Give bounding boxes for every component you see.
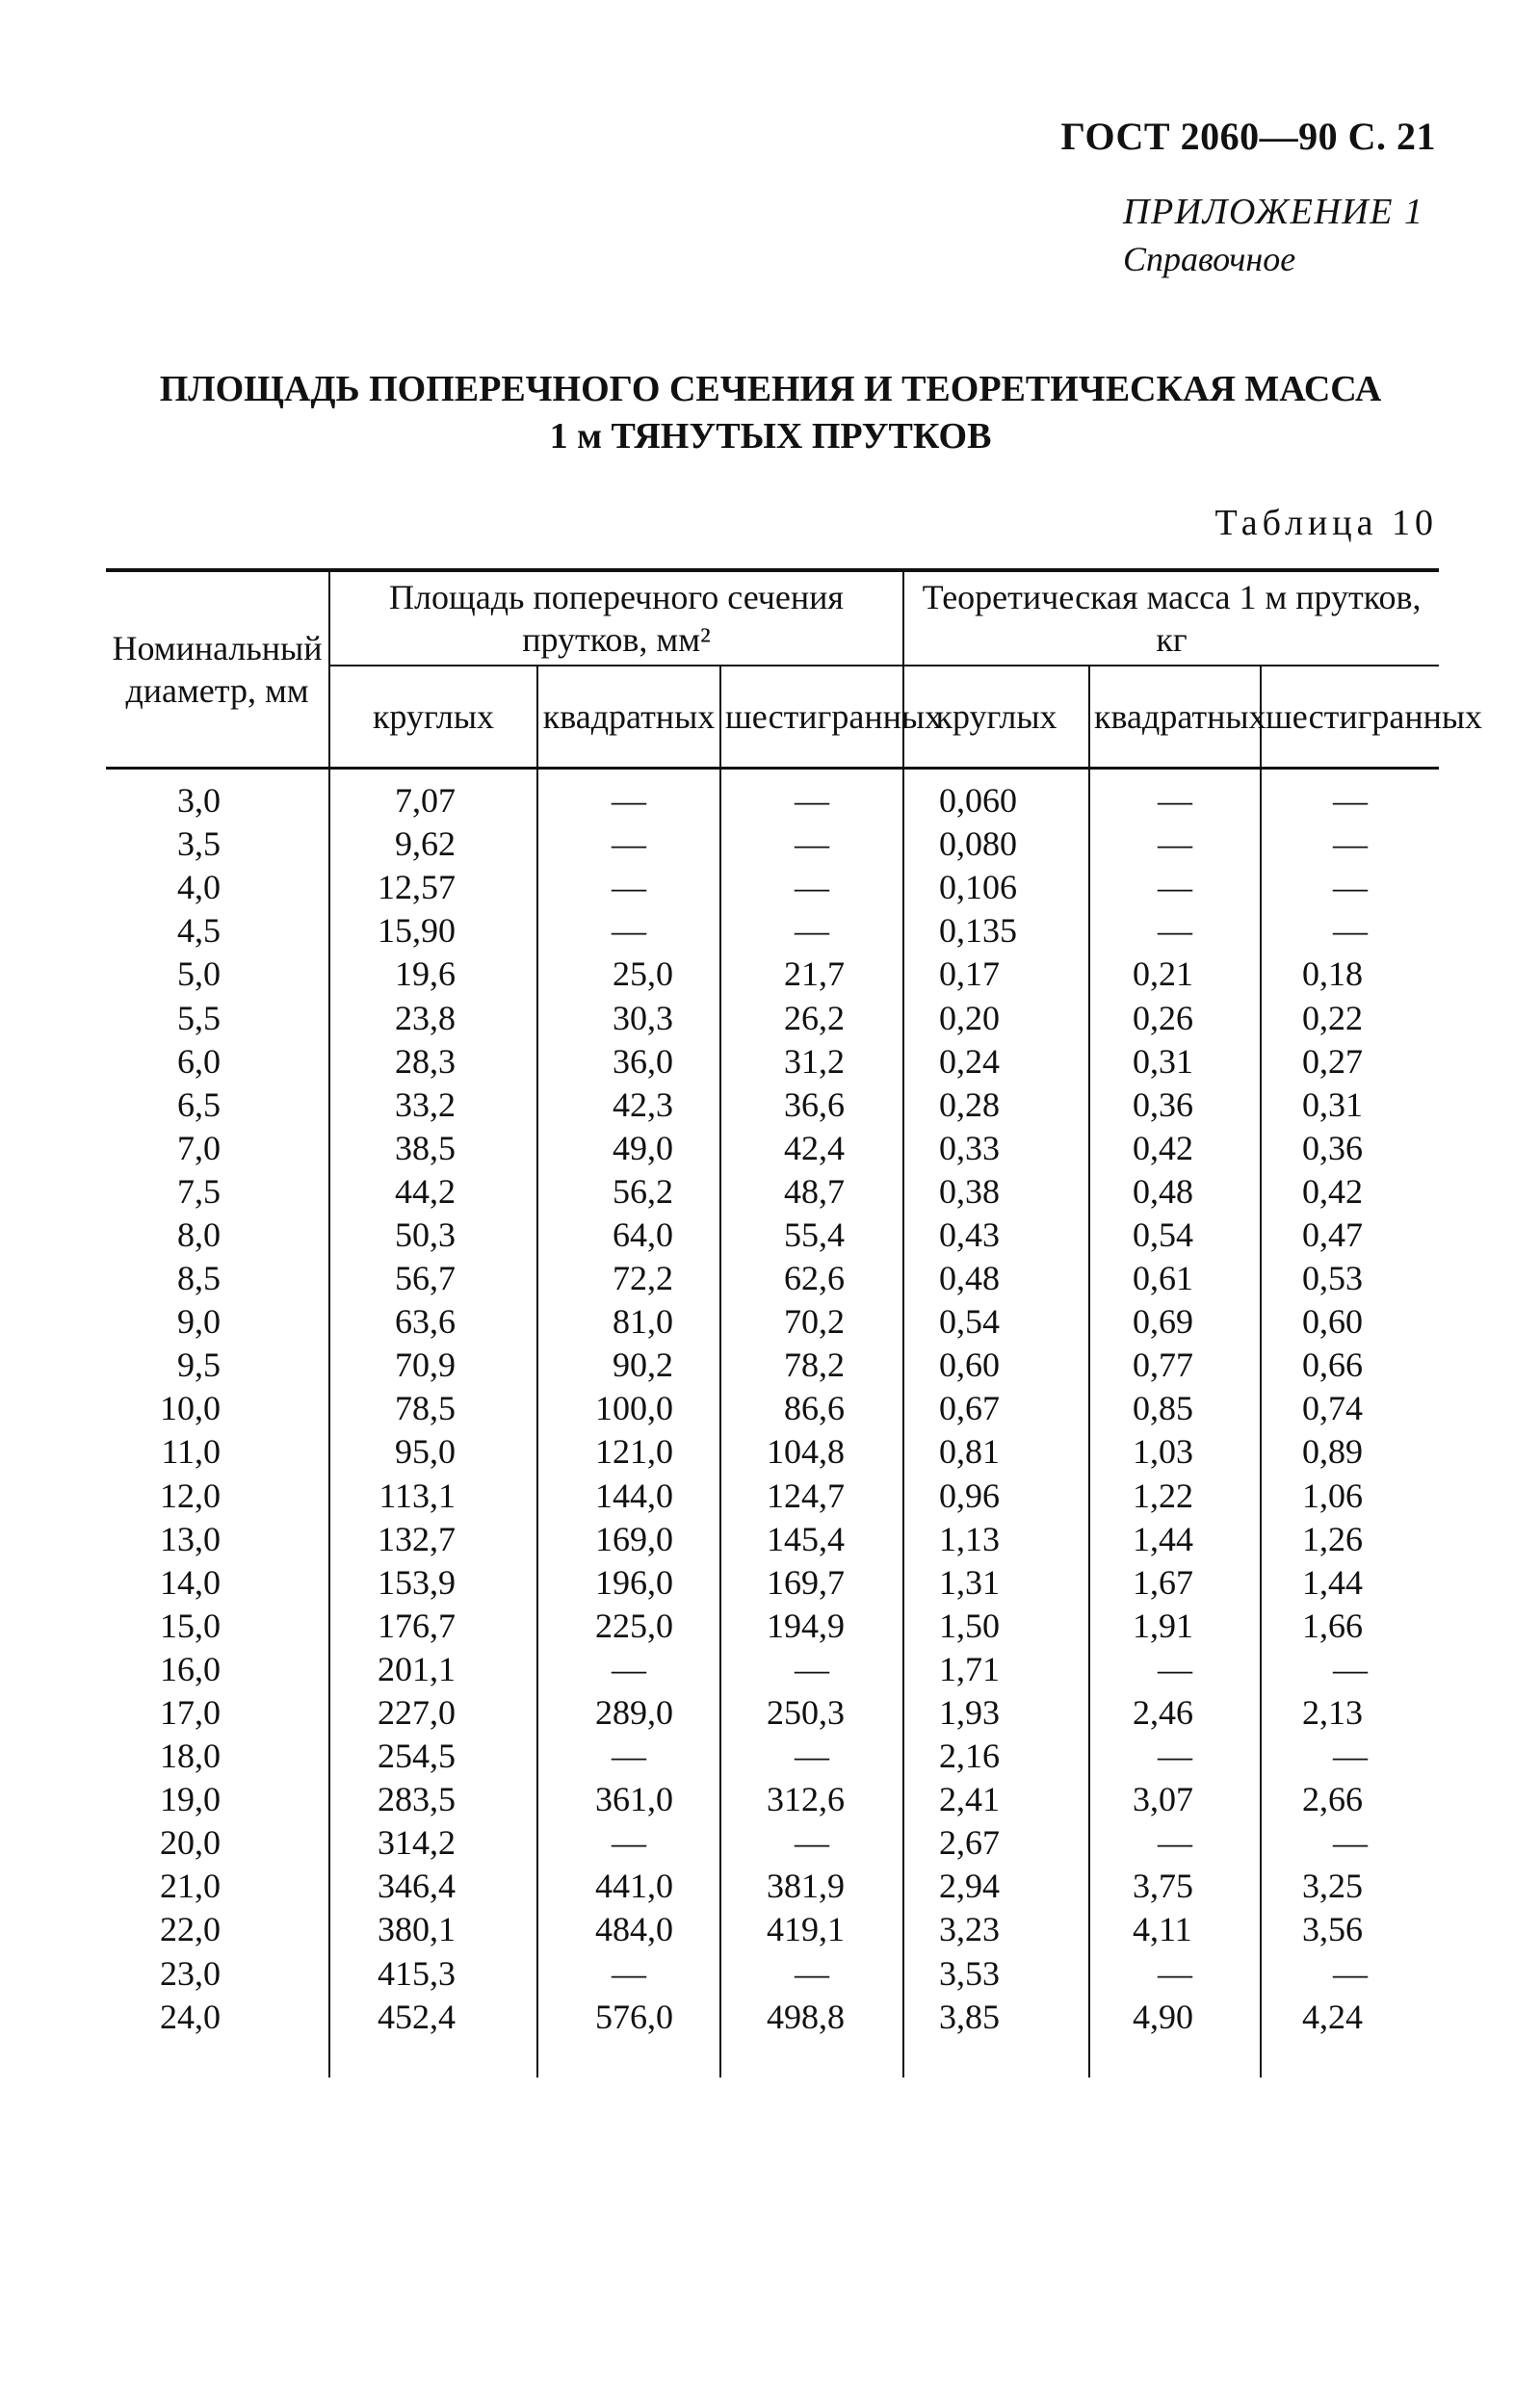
table-cell: 3,53 — [903, 1952, 1089, 1996]
table-cell: 56,7 — [329, 1257, 537, 1300]
table-cell: 100,0 — [537, 1387, 720, 1430]
table-cell: 0,61 — [1089, 1257, 1261, 1300]
header-mass-round: круглых — [903, 666, 1089, 769]
table-cell: 4,0 — [177, 868, 221, 907]
table-cell: 254,5 — [329, 1735, 537, 1778]
table-cell: 19,0 — [160, 1780, 221, 1819]
table-cell: 361,0 — [537, 1778, 720, 1821]
table-cell: 2,66 — [1261, 1778, 1439, 1821]
table-cell: 7,07 — [329, 769, 537, 823]
table-cell: — — [720, 1952, 903, 1996]
table-cell: 484,0 — [537, 1908, 720, 1951]
table-cell: 0,080 — [903, 823, 1089, 866]
table-cell: 4,24 — [1261, 1996, 1439, 2039]
table-spacer-cell — [329, 2039, 537, 2077]
table-row — [106, 996, 1439, 1039]
table-cell: 0,36 — [1089, 1084, 1261, 1127]
table-row — [106, 1908, 1439, 1951]
table-cell: 1,22 — [1089, 1475, 1261, 1518]
table-cell: 6,0 — [177, 1041, 221, 1081]
table-cell: 2,16 — [903, 1735, 1089, 1778]
table-cell: 113,1 — [329, 1475, 537, 1518]
table-cell: 81,0 — [537, 1300, 720, 1344]
table-cell: 3,07 — [1089, 1778, 1261, 1821]
table-cell: 2,67 — [903, 1821, 1089, 1865]
table-cell: 176,7 — [329, 1605, 537, 1648]
table-cell: 153,9 — [329, 1561, 537, 1605]
table-cell: — — [1089, 1821, 1261, 1865]
table-cell: 0,85 — [1089, 1387, 1261, 1430]
document-id: ГОСТ 2060—90 С. 21 — [1060, 115, 1436, 158]
header-mass-square: квадратных — [1089, 666, 1261, 769]
table-cell: 17,0 — [160, 1693, 221, 1733]
table-cell: 1,03 — [1089, 1430, 1261, 1474]
table-row — [106, 1561, 1439, 1605]
table-row — [106, 1648, 1439, 1691]
table-cell: 144,0 — [537, 1475, 720, 1518]
table-cell: 0,96 — [903, 1475, 1089, 1518]
table-cell: 3,5 — [177, 824, 221, 864]
table-row — [106, 1865, 1439, 1908]
table-cell: 12,0 — [160, 1476, 221, 1515]
table-cell: 25,0 — [537, 953, 720, 996]
table-cell: — — [1261, 1735, 1439, 1778]
table-cell: 11,0 — [161, 1432, 221, 1472]
table-spacer-cell — [720, 2039, 903, 2077]
table-cell: 0,69 — [1089, 1300, 1261, 1344]
table-cell: 21,7 — [720, 953, 903, 996]
table-cell: 0,060 — [903, 769, 1089, 823]
table-cell: 26,2 — [720, 996, 903, 1039]
table-spacer-cell — [106, 2039, 329, 2077]
table-cell: 64,0 — [537, 1214, 720, 1257]
table-cell: 576,0 — [537, 1996, 720, 2039]
table-cell: 312,6 — [720, 1778, 903, 1821]
table-cell: 0,28 — [903, 1084, 1089, 1127]
table-cell: 0,47 — [1261, 1214, 1439, 1257]
table-cell: 14,0 — [160, 1562, 221, 1602]
table-cell: 78,2 — [720, 1344, 903, 1387]
header-diameter: Номинальный диаметр, мм — [106, 570, 329, 769]
table-cell: 4,90 — [1089, 1996, 1261, 2039]
table-cell: 0,54 — [1089, 1214, 1261, 1257]
table-cell: 1,06 — [1261, 1475, 1439, 1518]
table-cell: 0,26 — [1089, 996, 1261, 1039]
table-row — [106, 1821, 1439, 1865]
table-cell: 0,67 — [903, 1387, 1089, 1430]
table-cell: — — [537, 909, 720, 953]
title-line-2: 1 м ТЯНУТЫХ ПРУТКОВ — [549, 416, 992, 457]
table-cell: 16,0 — [160, 1649, 221, 1688]
table-cell: 86,6 — [720, 1387, 903, 1430]
table-cell: 31,2 — [720, 1040, 903, 1084]
appendix-type: Справочное — [1123, 240, 1296, 278]
table-cell: — — [1089, 909, 1261, 953]
table-cell: 0,42 — [1261, 1170, 1439, 1214]
table-cell: 18,0 — [160, 1737, 221, 1776]
table-cell: — — [720, 1821, 903, 1865]
table-cell: 3,75 — [1089, 1865, 1261, 1908]
table-cell: 1,44 — [1261, 1561, 1439, 1605]
table-cell: — — [720, 909, 903, 953]
table-row — [106, 1170, 1439, 1214]
table-cell: 63,6 — [329, 1300, 537, 1344]
table-cell: 169,7 — [720, 1561, 903, 1605]
table-cell: 33,2 — [329, 1084, 537, 1127]
table-spacer-cell — [1261, 2039, 1439, 2077]
table-cell: — — [720, 769, 903, 823]
table-cell: 0,48 — [1089, 1170, 1261, 1214]
table-cell: 38,5 — [329, 1127, 537, 1170]
table-cell: 1,13 — [903, 1518, 1089, 1561]
table-cell: 0,60 — [1261, 1300, 1439, 1344]
header-mass-hex: шестигранных — [1261, 666, 1439, 769]
table-cell: 0,42 — [1089, 1127, 1261, 1170]
table-cell: 0,33 — [903, 1127, 1089, 1170]
table-cell: 104,8 — [720, 1430, 903, 1474]
table-cell: 0,27 — [1261, 1040, 1439, 1084]
table-cell: 124,7 — [720, 1475, 903, 1518]
data-table — [106, 568, 1483, 2077]
table-cell: 7,5 — [177, 1171, 221, 1211]
table-cell: 0,48 — [903, 1257, 1089, 1300]
table-cell: 44,2 — [329, 1170, 537, 1214]
table-row — [106, 1214, 1439, 1257]
table-cell: 49,0 — [537, 1127, 720, 1170]
table-row — [106, 1430, 1439, 1474]
table-cell: 2,94 — [903, 1865, 1089, 1908]
table-cell: 28,3 — [329, 1040, 537, 1084]
table-cell: 1,93 — [903, 1691, 1089, 1735]
table-cell: — — [1261, 866, 1439, 909]
table-cell: 13,0 — [160, 1519, 221, 1558]
header-area-round: круглых — [329, 666, 537, 769]
table-cell: — — [1089, 866, 1261, 909]
table-cell: — — [720, 866, 903, 909]
table-cell: — — [720, 1648, 903, 1691]
table-cell: — — [1089, 1952, 1261, 1996]
table-cell: 169,0 — [537, 1518, 720, 1561]
table-cell: 7,0 — [177, 1128, 221, 1167]
title-line-1: ПЛОЩАДЬ ПОПЕРЕЧНОГО СЕЧЕНИЯ И ТЕОРЕТИЧЕСКАЯ МАССА — [159, 369, 1382, 409]
table-cell: 0,36 — [1261, 1127, 1439, 1170]
table-cell: 194,9 — [720, 1605, 903, 1648]
table-cell: 95,0 — [329, 1430, 537, 1474]
table-cell: 2,13 — [1261, 1691, 1439, 1735]
table-row — [106, 1778, 1439, 1821]
table-cell: 3,23 — [903, 1908, 1089, 1951]
table-row — [106, 1040, 1439, 1084]
table-cell: 289,0 — [537, 1691, 720, 1735]
table-row — [106, 1605, 1439, 1648]
table-cell: — — [537, 1821, 720, 1865]
table-cell: 22,0 — [160, 1910, 221, 1949]
table-cell: 0,77 — [1089, 1344, 1261, 1387]
table-cell: 9,62 — [329, 823, 537, 866]
table-cell: 283,5 — [329, 1778, 537, 1821]
page-title — [87, 366, 1454, 460]
table-cell: 48,7 — [720, 1170, 903, 1214]
table-cell: — — [1089, 1648, 1261, 1691]
table-caption: Таблица 10 — [1214, 503, 1438, 543]
table-cell: 0,74 — [1261, 1387, 1439, 1430]
table-cell: 36,6 — [720, 1084, 903, 1127]
table-cell: 10,0 — [160, 1389, 221, 1428]
table-cell: 0,20 — [903, 996, 1089, 1039]
table-row — [106, 1518, 1439, 1561]
table-cell: 1,31 — [903, 1561, 1089, 1605]
table-cell: — — [1261, 823, 1439, 866]
table-cell: — — [537, 1648, 720, 1691]
table-cell: 50,3 — [329, 1214, 537, 1257]
table-row — [106, 1257, 1439, 1300]
table-cell: 415,3 — [329, 1952, 537, 1996]
table-cell: — — [1089, 1735, 1261, 1778]
table-cell: — — [720, 1735, 903, 1778]
table-cell: 225,0 — [537, 1605, 720, 1648]
table-cell: 0,106 — [903, 866, 1089, 909]
table-cell: 24,0 — [160, 1997, 221, 2036]
table-cell: 0,54 — [903, 1300, 1089, 1344]
table-spacer-cell — [537, 2039, 720, 2077]
header-area-group: Площадь поперечного сечения прутков, мм² — [329, 570, 903, 666]
table-cell: 419,1 — [720, 1908, 903, 1951]
table-cell: 12,57 — [329, 866, 537, 909]
table-spacer-row — [106, 2039, 1439, 2077]
table-row — [106, 1952, 1439, 1996]
table-cell: — — [1261, 1952, 1439, 1996]
table-row — [106, 1127, 1439, 1170]
table-cell: — — [537, 866, 720, 909]
table-cell: 30,3 — [537, 996, 720, 1039]
table-cell: 145,4 — [720, 1518, 903, 1561]
table-cell: 380,1 — [329, 1908, 537, 1951]
table-cell: 0,43 — [903, 1214, 1089, 1257]
table-cell: 42,3 — [537, 1084, 720, 1127]
table-cell: 62,6 — [720, 1257, 903, 1300]
table-cell: 3,0 — [177, 781, 221, 821]
table-row — [106, 1475, 1439, 1518]
table-cell: 55,4 — [720, 1214, 903, 1257]
table-cell: 3,25 — [1261, 1865, 1439, 1908]
table-cell: 121,0 — [537, 1430, 720, 1474]
table-cell: 56,2 — [537, 1170, 720, 1214]
table-cell: — — [1261, 1821, 1439, 1865]
table-cell: 15,0 — [160, 1606, 221, 1645]
table-cell: 201,1 — [329, 1648, 537, 1691]
header-area-hex: шестигранных — [720, 666, 903, 769]
table-cell: — — [537, 1952, 720, 1996]
table-cell: 0,135 — [903, 909, 1089, 953]
table-cell: 2,41 — [903, 1778, 1089, 1821]
table-cell: 196,0 — [537, 1561, 720, 1605]
table-cell: 0,22 — [1261, 996, 1439, 1039]
table-cell: 250,3 — [720, 1691, 903, 1735]
table-cell: 0,53 — [1261, 1257, 1439, 1300]
table-cell: 0,31 — [1089, 1040, 1261, 1084]
table-cell: — — [1261, 1648, 1439, 1691]
table-cell: 132,7 — [329, 1518, 537, 1561]
table-cell: 4,5 — [177, 911, 221, 951]
table-cell: 2,46 — [1089, 1691, 1261, 1735]
table-spacer-cell — [903, 2039, 1089, 2077]
table-cell: 1,71 — [903, 1648, 1089, 1691]
table-cell: 9,5 — [177, 1346, 221, 1385]
table-row — [106, 953, 1439, 996]
table-cell: 346,4 — [329, 1865, 537, 1908]
table-cell: 23,8 — [329, 996, 537, 1039]
table-cell: 314,2 — [329, 1821, 537, 1865]
table-cell: 70,2 — [720, 1300, 903, 1344]
table-cell: — — [537, 823, 720, 866]
table-cell: 5,0 — [177, 954, 221, 994]
table-cell: 441,0 — [537, 1865, 720, 1908]
table-row — [106, 1691, 1439, 1735]
appendix-label: ПРИЛОЖЕНИЕ 1 — [1123, 192, 1424, 232]
table-row — [106, 1735, 1439, 1778]
table-cell: 0,17 — [903, 953, 1089, 996]
table-cell: — — [537, 1735, 720, 1778]
table-row — [106, 1996, 1439, 2039]
table-cell: 20,0 — [160, 1823, 221, 1863]
table-cell: 90,2 — [537, 1344, 720, 1387]
table-cell: 23,0 — [160, 1953, 221, 1993]
table-cell: 78,5 — [329, 1387, 537, 1430]
table-row — [106, 1300, 1439, 1344]
table-row — [106, 866, 1439, 909]
table-cell: 0,18 — [1261, 953, 1439, 996]
header-area-square: квадратных — [537, 666, 720, 769]
table-cell: 19,6 — [329, 953, 537, 996]
table-row — [106, 1084, 1439, 1127]
table-row — [106, 909, 1439, 953]
table-cell: 3,85 — [903, 1996, 1089, 2039]
table-cell: 0,21 — [1089, 953, 1261, 996]
table-cell: 70,9 — [329, 1344, 537, 1387]
table-cell: 1,66 — [1261, 1605, 1439, 1648]
table-cell: 3,56 — [1261, 1908, 1439, 1951]
table-cell: 1,91 — [1089, 1605, 1261, 1648]
table-cell: 0,89 — [1261, 1430, 1439, 1474]
table-cell: 72,2 — [537, 1257, 720, 1300]
table-cell: 0,31 — [1261, 1084, 1439, 1127]
table-cell: 6,5 — [177, 1084, 221, 1124]
table-row — [106, 769, 1439, 823]
table-cell: 0,38 — [903, 1170, 1089, 1214]
table-cell: 5,5 — [177, 998, 221, 1037]
table-cell: 9,0 — [177, 1302, 221, 1342]
table-row — [106, 1344, 1439, 1387]
table-cell: 15,90 — [329, 909, 537, 953]
table-cell: 381,9 — [720, 1865, 903, 1908]
table-cell: 0,81 — [903, 1430, 1089, 1474]
table-spacer-cell — [1089, 2039, 1261, 2077]
table-cell: 1,50 — [903, 1605, 1089, 1648]
table-cell: 1,26 — [1261, 1518, 1439, 1561]
table-body — [106, 769, 1439, 2077]
table-cell: — — [720, 823, 903, 866]
table-cell: — — [1089, 769, 1261, 823]
table-cell: 1,67 — [1089, 1561, 1261, 1605]
table-cell: 21,0 — [160, 1867, 221, 1906]
table-cell: 36,0 — [537, 1040, 720, 1084]
table-cell: 227,0 — [329, 1691, 537, 1735]
table-cell: — — [537, 769, 720, 823]
table-row — [106, 823, 1439, 866]
table-cell: — — [1261, 909, 1439, 953]
table-cell: 8,5 — [177, 1259, 221, 1298]
table-cell: 1,44 — [1089, 1518, 1261, 1561]
table-cell: 498,8 — [720, 1996, 903, 2039]
table-row — [106, 1387, 1439, 1430]
table-cell: 4,11 — [1089, 1908, 1261, 1951]
table-cell: 42,4 — [720, 1127, 903, 1170]
table-cell: — — [1089, 823, 1261, 866]
table-cell: 0,24 — [903, 1040, 1089, 1084]
table-cell: 8,0 — [177, 1215, 221, 1254]
header-mass-group: Теоретическая масса 1 м прутков, кг — [903, 570, 1439, 666]
table-cell: 452,4 — [329, 1996, 537, 2039]
table-cell: 0,66 — [1261, 1344, 1439, 1387]
table-cell: — — [1261, 769, 1439, 823]
table-cell: 0,60 — [903, 1344, 1089, 1387]
